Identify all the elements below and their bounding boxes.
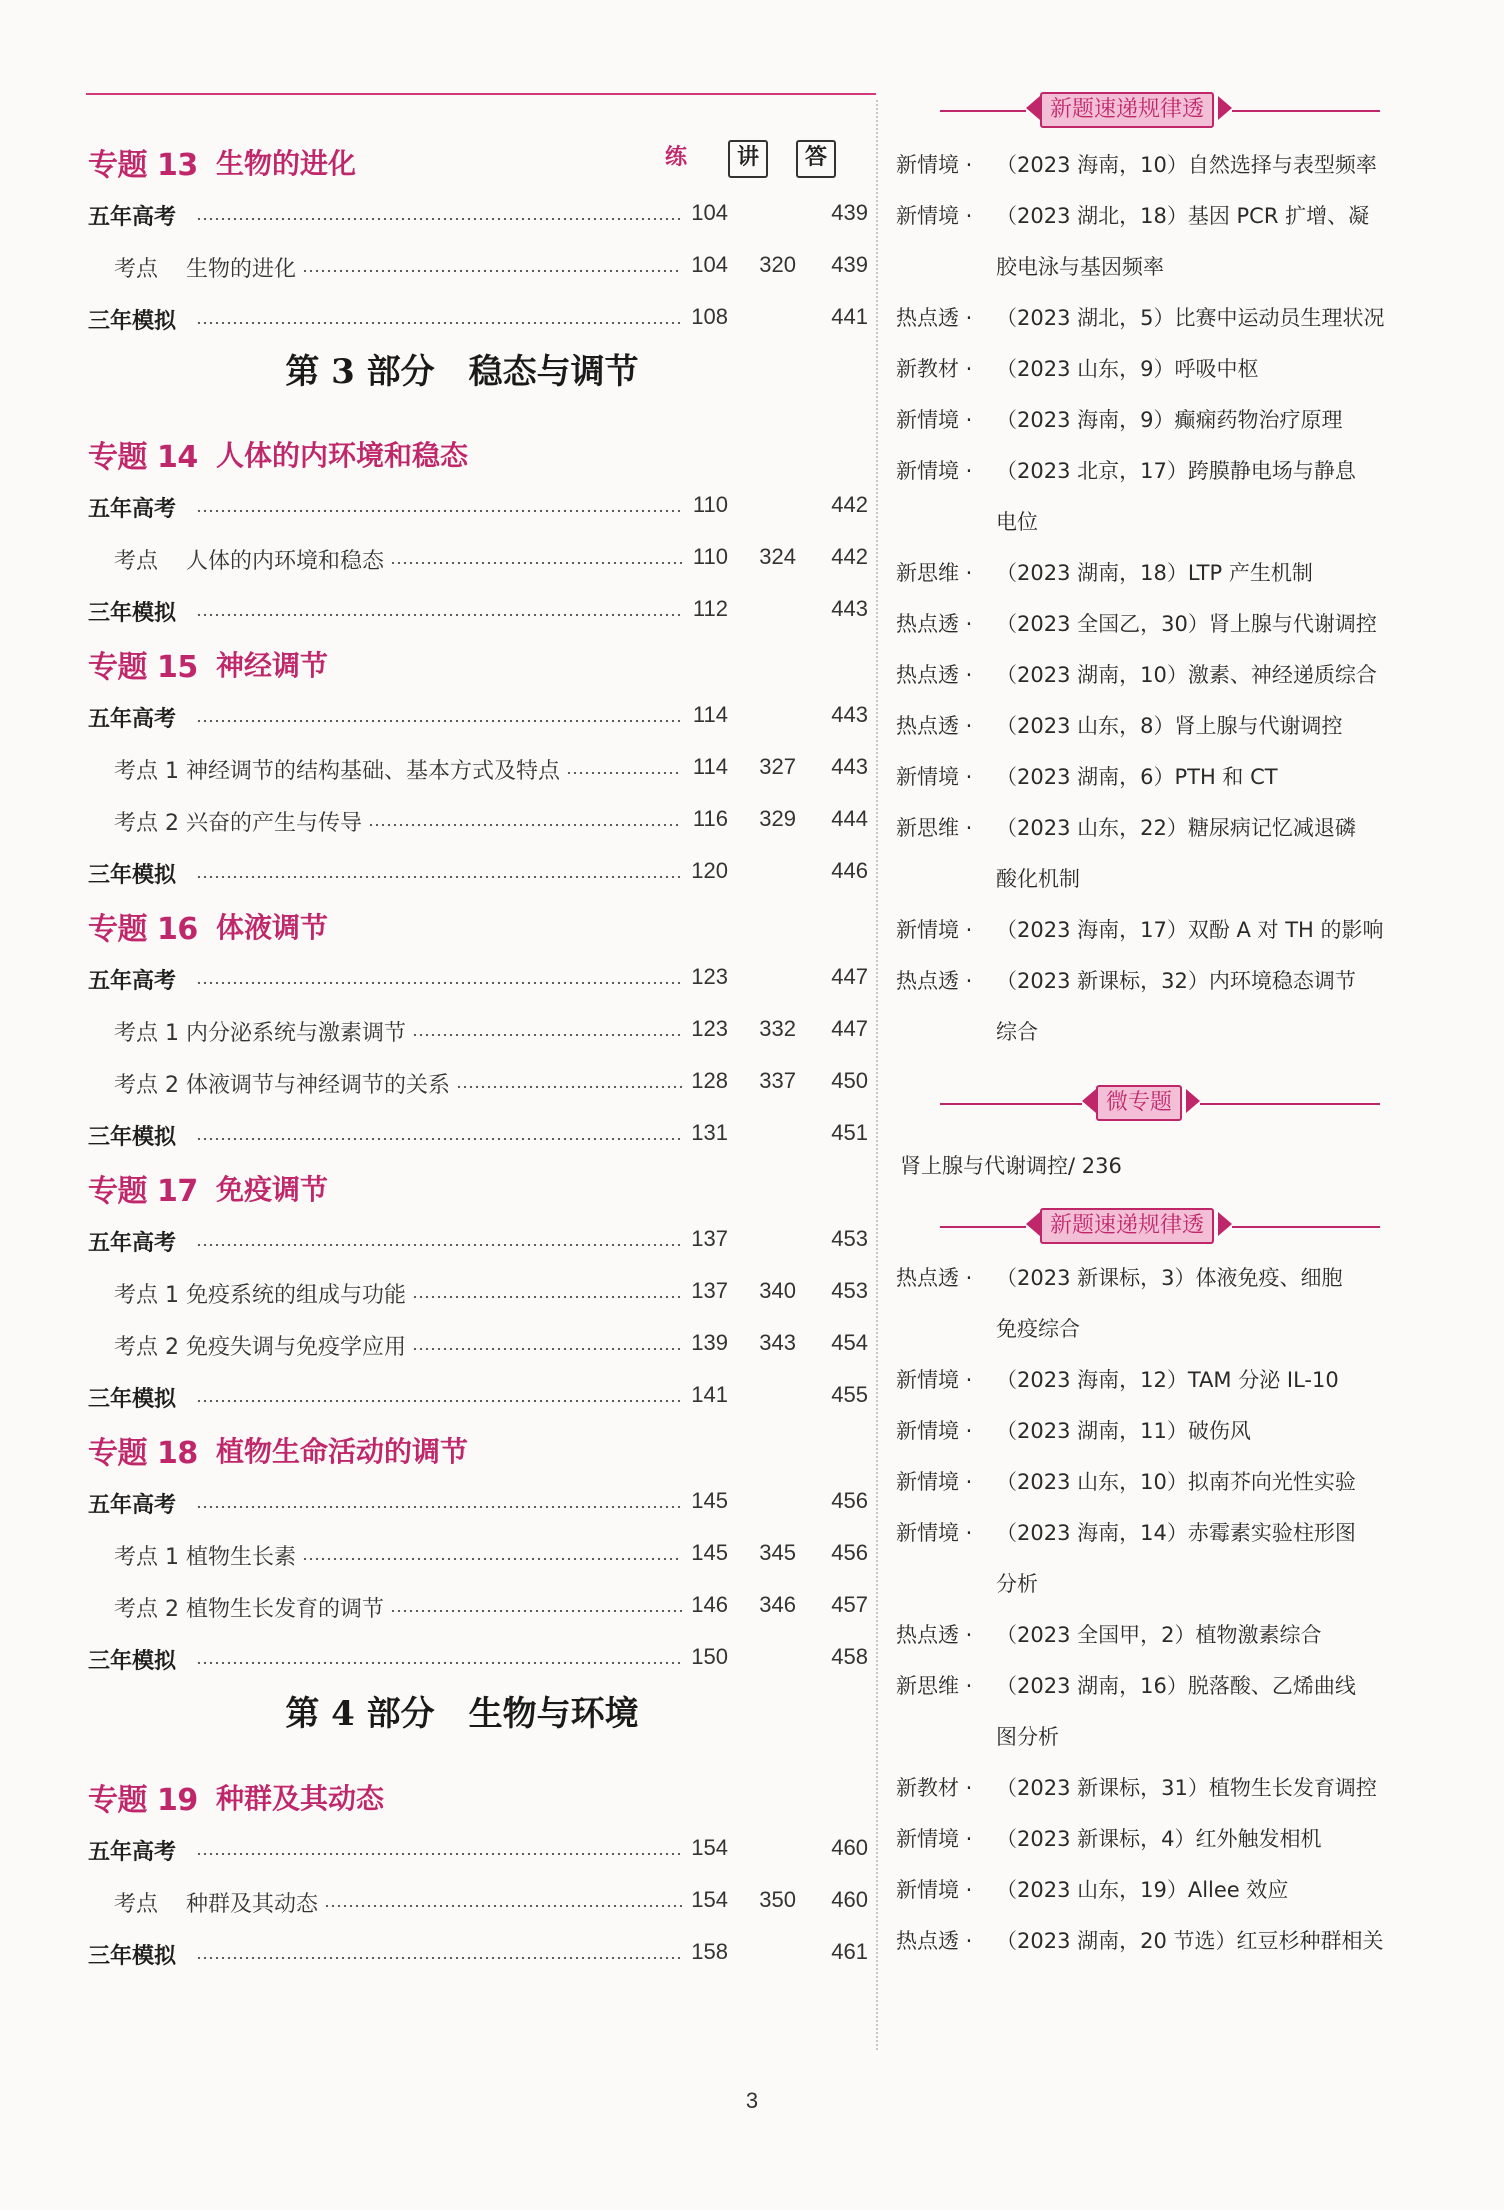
page-answer: 442 xyxy=(831,544,868,569)
topic-title[interactable]: 人体的内环境和稳态 xyxy=(216,439,469,472)
page-practice: 154 xyxy=(691,1835,728,1860)
page-number: 3 xyxy=(745,2088,759,2113)
topic-heading xyxy=(82,1428,842,1480)
entry-text: （2023 湖北，18）基因 PCR 扩增、凝 xyxy=(996,204,1370,228)
entry-category: 热点透 · xyxy=(896,306,973,330)
entry-text: （2023 海南，9）癫痫药物治疗原理 xyxy=(996,408,1343,432)
entry-text: （2023 山东，9）呼吸中枢 xyxy=(996,357,1259,381)
entry-category: 新情境 · xyxy=(896,1521,973,1545)
leader-dots xyxy=(368,824,682,826)
toc-row[interactable] xyxy=(82,1060,868,1112)
entry-text: （2023 全国乙，30）肾上腺与代谢调控 xyxy=(996,612,1377,636)
leader-dots xyxy=(196,510,682,512)
entry-text: （2023 海南，17）双酚 A 对 TH 的影响 xyxy=(996,918,1384,942)
banner-line-left xyxy=(940,110,1026,112)
page-practice: 137 xyxy=(691,1226,728,1251)
section-banner xyxy=(900,1083,1380,1123)
new-question-entry[interactable] xyxy=(896,140,1396,191)
knowledge-point-label xyxy=(114,544,384,575)
page-lecture: 340 xyxy=(759,1278,796,1303)
entry-text-continued: 免疫综合 xyxy=(996,1317,1080,1341)
page-practice: 116 xyxy=(692,806,728,831)
column-legend xyxy=(82,140,842,180)
page-practice: 150 xyxy=(691,1644,728,1669)
entry-category: 热点透 · xyxy=(896,612,973,636)
entry-category: 新情境 · xyxy=(896,765,973,789)
toc-row[interactable] xyxy=(82,1218,868,1270)
toc-row[interactable] xyxy=(82,588,868,640)
knowledge-point-label xyxy=(114,252,296,283)
page-lecture: 332 xyxy=(759,1016,796,1041)
knowledge-point-tag: 考点 1 xyxy=(114,1021,179,1046)
new-question-entry[interactable] xyxy=(896,1610,1396,1661)
entry-text-continued: 图分析 xyxy=(996,1725,1059,1749)
topic-heading xyxy=(82,904,842,956)
entry-category: 新情境 · xyxy=(896,1827,973,1851)
leader-dots xyxy=(196,218,682,220)
legend-answer: 答 xyxy=(796,140,836,178)
new-question-entry[interactable] xyxy=(896,956,1396,1058)
five-year-exams-label: 五年高考 xyxy=(88,497,177,522)
entry-category: 新情境 · xyxy=(896,204,973,228)
entry-text-continued: 综合 xyxy=(996,1020,1038,1044)
page-practice: 145 xyxy=(691,1488,728,1513)
leader-dots xyxy=(390,562,682,564)
new-question-entry[interactable] xyxy=(896,1508,1396,1610)
new-question-entry[interactable] xyxy=(896,293,1396,344)
toc-row[interactable] xyxy=(82,694,868,746)
entry-text: （2023 全国甲，2）植物激素综合 xyxy=(996,1623,1322,1647)
toc-row[interactable] xyxy=(82,850,868,902)
entry-text: （2023 山东，19）Allee 效应 xyxy=(996,1878,1289,1902)
entry-category: 新思维 · xyxy=(896,816,973,840)
page-practice: 139 xyxy=(691,1330,728,1355)
toc-row[interactable] xyxy=(82,1322,868,1374)
new-question-entry[interactable] xyxy=(896,752,1396,803)
knowledge-point-title: 植物生长素 xyxy=(186,1545,297,1570)
knowledge-point-tag: 考点 xyxy=(114,549,159,574)
knowledge-point-title: 神经调节的结构基础、基本方式及特点 xyxy=(186,759,561,784)
page-answer: 442 xyxy=(831,492,868,517)
page-answer: 446 xyxy=(831,858,868,883)
knowledge-point-title: 兴奋的产生与传导 xyxy=(186,811,363,836)
leader-dots xyxy=(196,1400,682,1402)
banner-label: 微专题 xyxy=(1096,1085,1182,1121)
toc-row[interactable] xyxy=(82,1584,868,1636)
toc-row[interactable] xyxy=(82,244,868,296)
toc-row[interactable] xyxy=(82,1532,868,1584)
entry-category: 热点透 · xyxy=(896,714,973,738)
knowledge-point-title: 人体的内环境和稳态 xyxy=(186,549,385,574)
entry-category: 新情境 · xyxy=(896,1470,973,1494)
knowledge-point-tag: 考点 2 xyxy=(114,1597,179,1622)
entry-category: 新情境 · xyxy=(896,459,973,483)
page-answer: 456 xyxy=(831,1540,868,1565)
entry-text: （2023 湖北，5）比赛中运动员生理状况 xyxy=(996,306,1385,330)
entry-text: （2023 海南，12）TAM 分泌 IL-10 xyxy=(996,1368,1339,1392)
entry-category: 热点透 · xyxy=(896,1929,973,1953)
toc-row[interactable] xyxy=(82,1636,868,1688)
knowledge-point-label xyxy=(114,1887,318,1918)
knowledge-point-label xyxy=(114,806,362,837)
entry-text: （2023 海南，10）自然选择与表型频率 xyxy=(996,153,1377,177)
five-year-exams-label: 五年高考 xyxy=(88,1840,177,1865)
entry-category: 新情境 · xyxy=(896,1878,973,1902)
leader-dots xyxy=(412,1034,682,1036)
topic-block xyxy=(82,1166,868,1426)
page-answer: 456 xyxy=(831,1488,868,1513)
entry-category: 新思维 · xyxy=(896,561,973,585)
page-answer: 453 xyxy=(831,1278,868,1303)
topic-heading xyxy=(82,1166,842,1218)
knowledge-point-tag: 考点 xyxy=(114,1892,159,1917)
toc-row[interactable] xyxy=(82,192,868,244)
page-practice: 128 xyxy=(691,1068,728,1093)
banner-arrow-left xyxy=(1082,1089,1096,1113)
new-question-entry[interactable] xyxy=(896,446,1396,548)
three-year-mock-label: 三年模拟 xyxy=(88,309,177,334)
entry-category: 新情境 · xyxy=(896,1419,973,1443)
page-lecture: 324 xyxy=(759,544,796,569)
entry-category: 新情境 · xyxy=(896,153,973,177)
toc-row[interactable] xyxy=(82,1480,868,1532)
page-answer: 447 xyxy=(831,964,868,989)
new-question-entry[interactable] xyxy=(896,905,1396,956)
toc-row[interactable] xyxy=(82,798,868,850)
entry-text: （2023 湖南，18）LTP 产生机制 xyxy=(996,561,1313,585)
new-question-entry[interactable] xyxy=(896,803,1396,905)
entry-text-continued: 酸化机制 xyxy=(996,867,1080,891)
leader-dots xyxy=(196,322,682,324)
page-answer: 454 xyxy=(831,1330,868,1355)
topic-number: 专题 16 xyxy=(88,912,198,947)
banner-arrow-right xyxy=(1218,96,1232,120)
page-practice: 154 xyxy=(691,1887,728,1912)
topic-block xyxy=(82,432,868,640)
part-title-part4: 第 4 部分 生物与环境 xyxy=(285,1694,639,1734)
page-answer: 460 xyxy=(831,1887,868,1912)
entry-text: （2023 新课标，4）红外触发相机 xyxy=(996,1827,1322,1851)
page-lecture: 320 xyxy=(759,252,796,277)
knowledge-point-tag: 考点 1 xyxy=(114,1283,179,1308)
leader-dots xyxy=(196,982,682,984)
topic-block xyxy=(82,140,868,348)
page-practice: 112 xyxy=(692,596,728,621)
three-year-mock-label: 三年模拟 xyxy=(88,1125,177,1150)
toc-row[interactable] xyxy=(82,536,868,588)
knowledge-point-title: 免疫系统的组成与功能 xyxy=(186,1283,407,1308)
new-question-entry[interactable] xyxy=(896,1355,1396,1406)
banner-line-left xyxy=(940,1226,1026,1228)
topic-title[interactable]: 种群及其动态 xyxy=(216,1782,385,1815)
leader-dots xyxy=(196,1138,682,1140)
knowledge-point-label xyxy=(114,1016,406,1047)
new-question-entry[interactable] xyxy=(896,701,1396,752)
toc-row[interactable] xyxy=(82,1270,868,1322)
entry-text: （2023 湖南，16）脱落酸、乙烯曲线 xyxy=(996,1674,1356,1698)
entry-category: 新情境 · xyxy=(896,408,973,432)
page-answer: 443 xyxy=(831,596,868,621)
knowledge-point-tag: 考点 2 xyxy=(114,1335,179,1360)
three-year-mock-label: 三年模拟 xyxy=(88,1649,177,1674)
page-practice: 110 xyxy=(692,492,728,517)
knowledge-point-label xyxy=(114,1540,296,1571)
knowledge-point-label xyxy=(114,1278,406,1309)
new-question-entry[interactable] xyxy=(896,1457,1396,1508)
new-question-entry[interactable] xyxy=(896,650,1396,701)
knowledge-point-tag: 考点 2 xyxy=(114,811,179,836)
entry-text-continued: 胶电泳与基因频率 xyxy=(996,255,1164,279)
banner-line-right xyxy=(1232,1226,1380,1228)
five-year-exams-label: 五年高考 xyxy=(88,205,177,230)
legend-lecture: 讲 xyxy=(728,140,768,178)
knowledge-point-tag: 考点 2 xyxy=(114,1073,179,1098)
page-practice: 146 xyxy=(691,1592,728,1617)
page-lecture: 350 xyxy=(759,1887,796,1912)
entry-category: 热点透 · xyxy=(896,663,973,687)
topic-number: 专题 13 xyxy=(88,148,198,183)
leader-dots xyxy=(412,1348,682,1350)
leader-dots xyxy=(196,1506,682,1508)
topic-block xyxy=(82,1428,868,1688)
leader-dots xyxy=(196,720,682,722)
page-practice: 108 xyxy=(691,304,728,329)
topic-number: 专题 17 xyxy=(88,1174,198,1209)
legend-practice: 练 xyxy=(664,145,687,170)
toc-row[interactable] xyxy=(82,956,868,1008)
new-question-entry[interactable] xyxy=(896,1661,1396,1763)
page-answer: 447 xyxy=(831,1016,868,1041)
page-lecture: 345 xyxy=(759,1540,796,1565)
page-practice: 145 xyxy=(691,1540,728,1565)
page-practice: 141 xyxy=(691,1382,728,1407)
topic-heading xyxy=(82,642,842,694)
banner-arrow-right xyxy=(1186,1089,1200,1113)
page-answer: 458 xyxy=(831,1644,868,1669)
topic-block xyxy=(82,904,868,1164)
knowledge-point-title: 植物生长发育的调节 xyxy=(186,1597,385,1622)
entry-text: （2023 新课标，31）植物生长发育调控 xyxy=(996,1776,1377,1800)
topic-number: 专题 19 xyxy=(88,1783,198,1818)
five-year-exams-label: 五年高考 xyxy=(88,1493,177,1518)
entry-text: （2023 山东，22）糖尿病记忆减退磷 xyxy=(996,816,1356,840)
toc-row[interactable] xyxy=(82,484,868,536)
page-answer: 439 xyxy=(831,200,868,225)
topic-block xyxy=(82,1775,868,1983)
new-question-entry[interactable] xyxy=(896,1763,1396,1814)
leader-dots xyxy=(196,1662,682,1664)
topic-title[interactable]: 体液调节 xyxy=(216,911,329,944)
entry-category: 新教材 · xyxy=(896,1776,973,1800)
page-practice: 158 xyxy=(691,1939,728,1964)
page-practice: 114 xyxy=(692,754,728,779)
topic-title[interactable]: 生物的进化 xyxy=(216,147,357,180)
knowledge-point-title: 免疫失调与免疫学应用 xyxy=(186,1335,407,1360)
page-lecture: 337 xyxy=(759,1068,796,1093)
toc-row[interactable] xyxy=(82,296,868,348)
entry-category: 新思维 · xyxy=(896,1674,973,1698)
leader-dots xyxy=(566,772,682,774)
leader-dots xyxy=(412,1296,682,1298)
banner-label: 新题速递规律透 xyxy=(1040,92,1214,128)
entry-category: 热点透 · xyxy=(896,1266,973,1290)
page-answer: 443 xyxy=(831,702,868,727)
knowledge-point-label xyxy=(114,1330,406,1361)
knowledge-point-label xyxy=(114,1592,384,1623)
leader-dots xyxy=(196,614,682,616)
page-answer: 457 xyxy=(831,1592,868,1617)
page-answer: 455 xyxy=(831,1382,868,1407)
banner-line-left xyxy=(940,1103,1082,1105)
page-lecture: 327 xyxy=(759,754,796,779)
five-year-exams-label: 五年高考 xyxy=(88,707,177,732)
leader-dots xyxy=(196,876,682,878)
entry-category: 新情境 · xyxy=(896,1368,973,1392)
banner-line-right xyxy=(1200,1103,1380,1105)
five-year-exams-label: 五年高考 xyxy=(88,1231,177,1256)
new-question-entry[interactable] xyxy=(896,344,1396,395)
new-question-entry[interactable] xyxy=(896,1253,1396,1355)
three-year-mock-label: 三年模拟 xyxy=(88,1387,177,1412)
topic-number: 专题 14 xyxy=(88,440,198,475)
three-year-mock-label: 三年模拟 xyxy=(88,863,177,888)
leader-dots xyxy=(390,1610,682,1612)
entry-category: 新教材 · xyxy=(896,357,973,381)
topic-title[interactable]: 植物生命活动的调节 xyxy=(216,1435,469,1468)
new-question-entry[interactable] xyxy=(896,191,1396,293)
entry-text: （2023 湖南，11）破伤风 xyxy=(996,1419,1251,1443)
page-practice: 137 xyxy=(691,1278,728,1303)
part-title-part3: 第 3 部分 稳态与调节 xyxy=(285,352,639,392)
page-answer: 453 xyxy=(831,1226,868,1251)
new-question-entry[interactable] xyxy=(896,1865,1396,1916)
banner-label: 新题速递规律透 xyxy=(1040,1208,1214,1244)
entry-text: （2023 山东，8）肾上腺与代谢调控 xyxy=(996,714,1343,738)
page-answer: 444 xyxy=(831,806,868,831)
leader-dots xyxy=(324,1905,682,1907)
new-question-entry[interactable] xyxy=(896,1406,1396,1457)
topic-heading xyxy=(82,140,842,192)
entry-text: （2023 北京，17）跨膜静电场与静息 xyxy=(996,459,1356,483)
page-answer: 450 xyxy=(831,1068,868,1093)
topic-number: 专题 15 xyxy=(88,650,198,685)
page-lecture: 343 xyxy=(759,1330,796,1355)
banner-line-right xyxy=(1232,110,1380,112)
leader-dots xyxy=(196,1244,682,1246)
topic-title[interactable]: 神经调节 xyxy=(216,649,329,682)
page-answer: 443 xyxy=(831,754,868,779)
page-practice: 114 xyxy=(692,702,728,727)
toc-row[interactable] xyxy=(82,1112,868,1164)
knowledge-point-tag: 考点 1 xyxy=(114,1545,179,1570)
page-practice: 104 xyxy=(691,200,728,225)
page-practice: 110 xyxy=(692,544,728,569)
leader-dots xyxy=(302,270,682,272)
section-banner xyxy=(900,90,1380,130)
knowledge-point-label xyxy=(114,1068,450,1099)
leader-dots xyxy=(196,1853,682,1855)
entry-category: 热点透 · xyxy=(896,1623,973,1647)
three-year-mock-label: 三年模拟 xyxy=(88,1944,177,1969)
knowledge-point-tag: 考点 xyxy=(114,257,159,282)
three-year-mock-label: 三年模拟 xyxy=(88,601,177,626)
section-banner xyxy=(900,1206,1380,1246)
toc-row[interactable] xyxy=(82,1827,868,1879)
entry-text: （2023 海南，14）赤霉素实验柱形图 xyxy=(996,1521,1356,1545)
new-question-entry[interactable] xyxy=(896,1916,1396,1967)
entry-text: （2023 山东，10）拟南芥向光性实验 xyxy=(996,1470,1356,1494)
knowledge-point-tag: 考点 1 xyxy=(114,759,179,784)
new-question-entry[interactable] xyxy=(896,395,1396,446)
five-year-exams-label: 五年高考 xyxy=(88,969,177,994)
entry-category: 新情境 · xyxy=(896,918,973,942)
toc-row[interactable] xyxy=(82,1931,868,1983)
toc-row[interactable] xyxy=(82,746,868,798)
toc-row[interactable] xyxy=(82,1374,868,1426)
banner-arrow-left xyxy=(1026,96,1040,120)
page-answer: 451 xyxy=(831,1120,868,1145)
topic-block xyxy=(82,642,868,902)
page-answer: 460 xyxy=(831,1835,868,1860)
page-answer: 439 xyxy=(831,252,868,277)
entry-text: （2023 湖南，20 节选）红豆杉种群相关 xyxy=(996,1929,1384,1953)
entry-category: 热点透 · xyxy=(896,969,973,993)
knowledge-point-label xyxy=(114,754,560,785)
toc-row[interactable] xyxy=(82,1879,868,1931)
new-question-entry[interactable] xyxy=(896,548,1396,599)
topic-heading xyxy=(82,1775,842,1827)
page-practice: 123 xyxy=(691,964,728,989)
top-rule xyxy=(86,93,876,95)
new-question-entry[interactable] xyxy=(896,1814,1396,1865)
topic-title[interactable]: 免疫调节 xyxy=(216,1173,329,1206)
entry-text: （2023 湖南，10）激素、神经递质综合 xyxy=(996,663,1377,687)
entry-text: （2023 湖南，6）PTH 和 CT xyxy=(996,765,1278,789)
entry-text-continued: 分析 xyxy=(996,1572,1038,1596)
entry-text: （2023 新课标，32）内环境稳态调节 xyxy=(996,969,1356,993)
entry-text: （2023 新课标，3）体液免疫、细胞 xyxy=(996,1266,1343,1290)
topic-heading xyxy=(82,432,842,484)
micro-topic-entry[interactable]: 肾上腺与代谢调控/ 236 xyxy=(900,1154,1122,1178)
leader-dots xyxy=(456,1086,682,1088)
page-practice: 120 xyxy=(691,858,728,883)
page-lecture: 329 xyxy=(759,806,796,831)
topic-number: 专题 18 xyxy=(88,1436,198,1471)
entry-text-continued: 电位 xyxy=(996,510,1038,534)
knowledge-point-title: 生物的进化 xyxy=(186,257,297,282)
page-answer: 441 xyxy=(831,304,868,329)
leader-dots xyxy=(196,1957,682,1959)
page-practice: 131 xyxy=(691,1120,728,1145)
page-practice: 123 xyxy=(691,1016,728,1041)
banner-arrow-left xyxy=(1026,1212,1040,1236)
leader-dots xyxy=(302,1558,682,1560)
page-practice: 104 xyxy=(691,252,728,277)
banner-arrow-right xyxy=(1218,1212,1232,1236)
column-divider xyxy=(876,100,878,2050)
page-answer: 461 xyxy=(831,1939,868,1964)
page-lecture: 346 xyxy=(759,1592,796,1617)
toc-row[interactable] xyxy=(82,1008,868,1060)
knowledge-point-title: 体液调节与神经调节的关系 xyxy=(186,1073,451,1098)
new-question-entry[interactable] xyxy=(896,599,1396,650)
knowledge-point-title: 种群及其动态 xyxy=(186,1892,319,1917)
knowledge-point-title: 内分泌系统与激素调节 xyxy=(186,1021,407,1046)
